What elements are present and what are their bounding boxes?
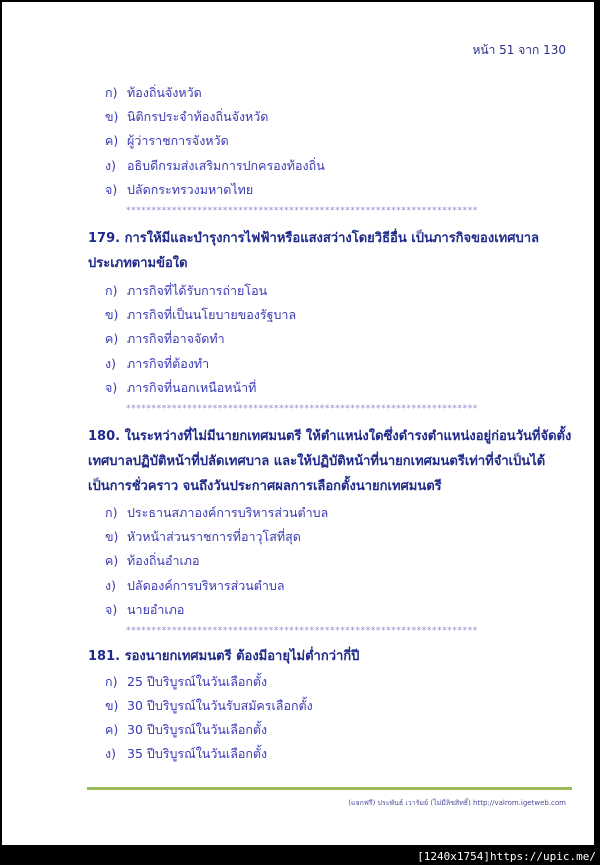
choice-item [105,305,296,325]
choice-letter: ง) [105,158,116,173]
page-indicator: หน้า 51 จาก 130 [472,43,566,57]
choice-letter: จ) [105,380,118,395]
choice-item [105,378,256,398]
choice-letter: ง) [105,356,116,371]
question-181: 181. รองนายกเทศมนตรี ต้องมีอายุไม่ต่ำกว่ากี่ปี [88,649,360,664]
choice-text: นายอำเภอ [127,602,185,617]
choice-item [105,744,267,764]
choice-text: อธิบดีกรมส่งเสริมการปกครองท้องถิ่น [127,158,325,173]
choice-text: ผู้ว่าราชการจังหวัด [127,133,229,148]
choice-text: ภารกิจที่ได้รับการถ่ายโอน [127,283,268,298]
choice-item [105,576,285,596]
choice-text: 30 ปีบริบูรณ์ในวันเลือกตั้ง [127,722,268,737]
choice-item [105,156,325,176]
choice-item [105,83,202,103]
choice-letter: ค) [105,133,119,148]
choice-letter: ข) [105,307,119,322]
document-page [2,2,594,845]
choice-item [105,180,253,200]
choice-letter: ค) [105,553,119,568]
choice-text: หัวหน้าส่วนราชการที่อาวุโสที่สุด [127,529,301,544]
choice-letter: ง) [105,746,116,761]
choice-letter: จ) [105,602,118,617]
choice-text: ท้องถิ่นอำเภอ [127,553,200,568]
choice-item [105,696,313,716]
choice-text: ปลัดองค์การบริหารส่วนตำบล [127,578,285,593]
choice-letter: ค) [105,722,119,737]
choice-item [105,600,184,620]
choice-item [105,107,268,127]
separator: ********************************************************************* [126,404,478,414]
question-179: 179. การให้มีและบำรุงการไฟฟ้าหรือแสงสว่างโดยวิธีอื่น เป็นภารกิจของเทศบาลประเภทตามข้อใด [88,231,539,271]
choice-letter: ข) [105,698,119,713]
choice-letter: ก) [105,674,118,689]
choice-item [105,131,229,151]
choice-item [105,672,267,692]
choice-text: 35 ปีบริบูรณ์ในวันเลือกตั้ง [127,746,268,761]
choice-item [105,354,209,374]
separator: ********************************************************************* [126,626,478,636]
choice-item [105,527,301,547]
choice-letter: ก) [105,85,118,100]
choice-item [105,503,328,523]
choice-text: ปลัดกระทรวงมหาดไทย [127,182,254,197]
choice-letter: ค) [105,331,119,346]
choice-letter: ง) [105,578,116,593]
choice-text: ประธานสภาองค์การบริหารส่วนตำบล [127,505,329,520]
image-watermark: [1240x1754]https://upic.me/ [417,850,596,863]
choice-text: ภารกิจที่นอกเหนือหน้าที่ [127,380,257,395]
choice-letter: จ) [105,182,118,197]
choice-letter: ข) [105,109,119,124]
question-180: 180. ในระหว่างที่ไม่มีนายกเทศมนตรี ให้ตำแหน่งใดซึ่งดำรงตำแหน่งอยู่ก่อนวันที่จัดตั้งเทศบาลปฏิบัติหน้าที่ปลัดเทศบาล และให้ปฏิบัติหน้าที่นายกเทศมนตรีเท่าที่จำเป็นได้ เป็นการชั่วคราว จนถึงวันประกาศผลการเลือกตั้งนายกเทศมนตรี [88,429,572,494]
choice-text: ภารกิจที่เป็นนโยบายของรัฐบาล [127,307,297,322]
choice-text: 25 ปีบริบูรณ์ในวันเลือกตั้ง [127,674,268,689]
choice-text: ภารกิจที่ต้องทำ [127,356,210,371]
choice-text: นิติกรประจำท้องถิ่นจังหวัด [127,109,269,124]
footer-rule [87,787,572,790]
choice-item [105,281,267,301]
choice-text: ภารกิจที่อาจจัดทำ [127,331,225,346]
footer-credit: (แจกฟรี) ประพันธ์ เวารัมย์ (ไม่มีลิขสิทธิ์) http://valrom.igetweb.com [348,799,566,807]
choice-item [105,720,267,740]
choice-letter: ก) [105,505,118,520]
choice-text: ท้องถิ่นจังหวัด [127,85,202,100]
choice-item [105,329,225,349]
choice-letter: ข) [105,529,119,544]
choice-item [105,551,200,571]
separator: ********************************************************************* [126,206,478,216]
choice-text: 30 ปีบริบูรณ์ในวันรับสมัครเลือกตั้ง [127,698,313,713]
choice-letter: ก) [105,283,118,298]
